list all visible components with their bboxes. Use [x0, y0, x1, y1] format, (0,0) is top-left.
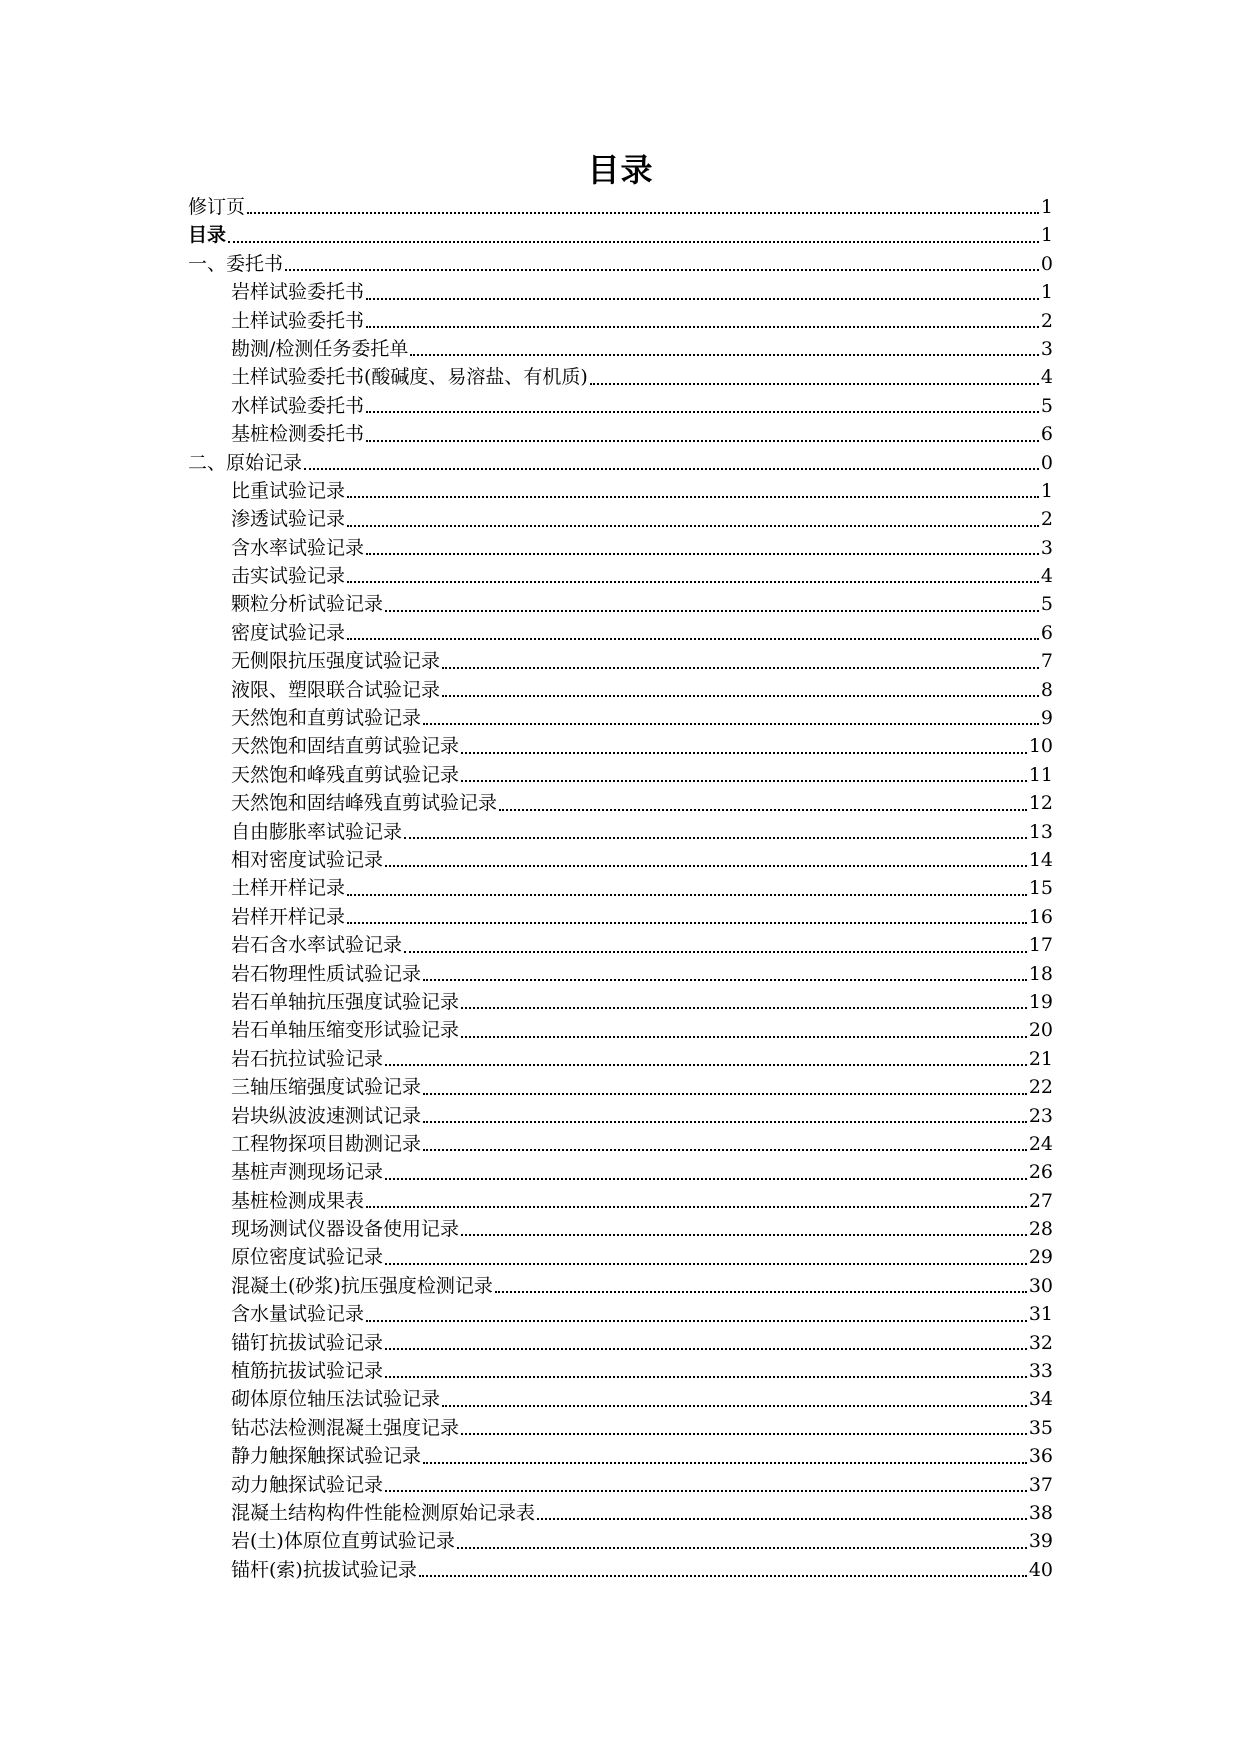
toc-entry[interactable] [188, 363, 1053, 391]
toc-entry-page-number: 21 [1028, 1047, 1053, 1070]
toc-entry[interactable] [188, 903, 1053, 931]
toc-entry-label: 基桩检测委托书 [231, 423, 365, 446]
toc-entry[interactable] [188, 193, 1053, 221]
toc-entry-label: 目录 [188, 224, 227, 247]
toc-entry-label: 岩石含水率试验记录 [231, 934, 403, 957]
toc-entry-label: 钻芯法检测混凝土强度记录 [231, 1416, 460, 1439]
toc-entry-page-number: 39 [1028, 1530, 1053, 1553]
toc-entry-page-number: 7 [1040, 650, 1053, 673]
toc-dot-leader [590, 383, 1039, 385]
toc-entry[interactable] [188, 732, 1053, 760]
toc-entry[interactable] [188, 562, 1053, 590]
toc-dot-leader [347, 922, 1027, 924]
toc-dot-leader [347, 894, 1027, 896]
toc-entry[interactable] [188, 278, 1053, 306]
toc-entry-page-number: 32 [1028, 1331, 1053, 1354]
toc-dot-leader [537, 1518, 1027, 1520]
toc-entry[interactable] [188, 619, 1053, 647]
toc-entry[interactable] [188, 1243, 1053, 1271]
toc-dot-leader [442, 1405, 1027, 1407]
toc-entry[interactable] [188, 1414, 1053, 1442]
toc-entry-page-number: 0 [1040, 252, 1053, 275]
toc-entry-label: 天然饱和固结峰残直剪试验记录 [231, 792, 498, 815]
toc-entry[interactable] [188, 1442, 1053, 1470]
toc-entry-page-number: 27 [1028, 1189, 1053, 1212]
toc-entry[interactable] [188, 818, 1053, 846]
toc-entry-label: 动力触探试验记录 [231, 1473, 384, 1496]
toc-entry[interactable] [188, 505, 1053, 533]
toc-entry-label: 天然饱和固结直剪试验记录 [231, 735, 460, 758]
toc-entry[interactable] [188, 335, 1053, 363]
toc-entry[interactable] [188, 420, 1053, 448]
toc-entry[interactable] [188, 1158, 1053, 1186]
toc-entry-label: 颗粒分析试验记录 [231, 593, 384, 616]
toc-entry-page-number: 4 [1040, 366, 1053, 389]
toc-entry-page-number: 5 [1040, 593, 1053, 616]
toc-entry[interactable] [188, 1272, 1053, 1300]
toc-entry-label: 比重试验记录 [231, 479, 346, 502]
toc-entry-label: 静力触探触探试验记录 [231, 1445, 422, 1468]
toc-entry[interactable] [188, 1102, 1053, 1130]
toc-entry[interactable] [188, 846, 1053, 874]
toc-entry-page-number: 0 [1040, 451, 1053, 474]
toc-dot-leader [423, 1149, 1027, 1151]
toc-entry[interactable] [188, 789, 1053, 817]
toc-entry[interactable] [188, 1499, 1053, 1527]
toc-entry-page-number: 3 [1040, 337, 1053, 360]
toc-dot-leader [247, 212, 1039, 214]
toc-entry-label: 岩(土)体原位直剪试验记录 [231, 1530, 455, 1553]
toc-dot-leader [385, 1490, 1027, 1492]
toc-dot-leader [366, 553, 1039, 555]
toc-entry-label: 三轴压缩强度试验记录 [231, 1076, 422, 1099]
toc-entry[interactable] [188, 1215, 1053, 1243]
toc-dot-leader [423, 1462, 1027, 1464]
toc-entry[interactable] [188, 647, 1053, 675]
toc-entry[interactable] [188, 874, 1053, 902]
toc-dot-leader [461, 1007, 1027, 1009]
toc-entry[interactable] [188, 1471, 1053, 1499]
toc-dot-leader [385, 1348, 1027, 1350]
toc-entry-page-number: 6 [1040, 621, 1053, 644]
toc-dot-leader [385, 1376, 1027, 1378]
toc-dot-leader [366, 298, 1039, 300]
toc-dot-leader [423, 1121, 1027, 1123]
toc-dot-leader [461, 752, 1027, 754]
toc-entry-page-number: 11 [1028, 763, 1053, 786]
toc-dot-leader [423, 723, 1039, 725]
toc-dot-leader [228, 241, 1039, 243]
toc-entry[interactable] [188, 1556, 1053, 1584]
toc-dot-leader [347, 581, 1039, 583]
toc-entry-label: 含水率试验记录 [231, 536, 365, 559]
toc-entry-label: 岩石单轴抗压强度试验记录 [231, 990, 460, 1013]
toc-entry-label: 天然饱和直剪试验记录 [231, 707, 422, 730]
toc-entry-page-number: 29 [1028, 1246, 1053, 1269]
toc-entry-page-number: 15 [1028, 877, 1053, 900]
toc-entry-label: 勘测/检测任务委托单 [231, 337, 409, 360]
toc-entry-page-number: 17 [1028, 934, 1053, 957]
toc-entry-page-number: 3 [1040, 536, 1053, 559]
toc-entry-label: 岩石物理性质试验记录 [231, 962, 422, 985]
toc-dot-leader [461, 1433, 1027, 1435]
toc-entry[interactable] [188, 761, 1053, 789]
toc-entry-label: 二、原始记录 [188, 451, 303, 474]
toc-entry[interactable] [188, 1130, 1053, 1158]
toc-entry-page-number: 37 [1028, 1473, 1053, 1496]
toc-entry-page-number: 5 [1040, 394, 1053, 417]
toc-dot-leader [419, 1575, 1027, 1577]
toc-dot-leader [457, 1547, 1027, 1549]
toc-entry-page-number: 10 [1028, 735, 1053, 758]
toc-entry[interactable] [188, 1329, 1053, 1357]
toc-entry[interactable] [188, 676, 1053, 704]
toc-entry-label: 岩样开样记录 [231, 905, 346, 928]
toc-dot-leader [385, 1064, 1027, 1066]
toc-dot-leader [304, 468, 1039, 470]
toc-entry-label: 工程物探项目勘测记录 [231, 1132, 422, 1155]
toc-dot-leader [347, 638, 1039, 640]
toc-entry-page-number: 12 [1028, 792, 1053, 815]
toc-entry-label: 基桩声测现场记录 [231, 1161, 384, 1184]
toc-entry-page-number: 14 [1028, 848, 1053, 871]
toc-dot-leader [366, 440, 1039, 442]
toc-entry[interactable] [188, 1300, 1053, 1328]
toc-entry-label: 混凝土结构构件性能检测原始记录表 [231, 1501, 536, 1524]
toc-entry[interactable] [188, 307, 1053, 335]
toc-entry-page-number: 20 [1028, 1019, 1053, 1042]
toc-dot-leader [461, 1234, 1027, 1236]
toc-entry-label: 岩石单轴压缩变形试验记录 [231, 1019, 460, 1042]
toc-entry-page-number: 2 [1040, 508, 1053, 531]
toc-entry-label: 无侧限抗压强度试验记录 [231, 650, 441, 673]
toc-entry-label: 基桩检测成果表 [231, 1189, 365, 1212]
toc-entry-page-number: 2 [1040, 309, 1053, 332]
toc-entry[interactable] [188, 221, 1053, 249]
toc-dot-leader [404, 837, 1027, 839]
toc-entry-page-number: 22 [1028, 1076, 1053, 1099]
toc-entry[interactable] [188, 988, 1053, 1016]
toc-entry-page-number: 18 [1028, 962, 1053, 985]
toc-title: 目录 [587, 151, 654, 189]
toc-entry-page-number: 9 [1040, 707, 1053, 730]
toc-entry-label: 岩块纵波波速测试记录 [231, 1104, 422, 1127]
toc-dot-leader [442, 667, 1039, 669]
toc-dot-leader [499, 809, 1027, 811]
toc-entry-page-number: 4 [1040, 565, 1053, 588]
toc-entry[interactable] [188, 477, 1053, 505]
toc-entry-page-number: 24 [1028, 1132, 1053, 1155]
toc-entry-page-number: 35 [1028, 1416, 1053, 1439]
toc-entry[interactable] [188, 704, 1053, 732]
toc-entry-label: 现场测试仪器设备使用记录 [231, 1218, 460, 1241]
toc-entry[interactable] [188, 1357, 1053, 1385]
toc-entry-label: 相对密度试验记录 [231, 848, 384, 871]
table-of-contents [188, 193, 1053, 1584]
toc-dot-leader [366, 411, 1039, 413]
toc-entry[interactable] [188, 1385, 1053, 1413]
toc-entry-page-number: 19 [1028, 990, 1053, 1013]
toc-dot-leader [461, 1036, 1027, 1038]
toc-entry[interactable] [188, 1187, 1053, 1215]
toc-entry[interactable] [188, 931, 1053, 959]
toc-entry-label: 渗透试验记录 [231, 508, 346, 531]
toc-entry-page-number: 31 [1028, 1303, 1053, 1326]
toc-entry[interactable] [188, 534, 1053, 562]
toc-entry[interactable] [188, 250, 1053, 278]
toc-dot-leader [385, 1263, 1027, 1265]
toc-entry-page-number: 16 [1028, 905, 1053, 928]
toc-entry-page-number: 34 [1028, 1388, 1053, 1411]
toc-dot-leader [366, 1206, 1027, 1208]
toc-dot-leader [366, 326, 1039, 328]
toc-entry-label: 岩样试验委托书 [231, 281, 365, 304]
toc-entry-page-number: 1 [1040, 196, 1053, 218]
toc-entry-label: 修订页 [188, 196, 246, 218]
toc-entry-label: 混凝土(砂浆)抗压强度检测记录 [231, 1274, 493, 1297]
toc-dot-leader [442, 695, 1039, 697]
toc-entry-label: 原位密度试验记录 [231, 1246, 384, 1269]
toc-entry-page-number: 13 [1028, 820, 1053, 843]
toc-entry-page-number: 30 [1028, 1274, 1053, 1297]
toc-dot-leader [385, 610, 1039, 612]
toc-dot-leader [423, 979, 1027, 981]
toc-entry-label: 土样试验委托书 [231, 309, 365, 332]
toc-dot-leader [495, 1291, 1027, 1293]
toc-entry-label: 土样开样记录 [231, 877, 346, 900]
toc-dot-leader [410, 354, 1039, 356]
toc-entry-label: 植筋抗拔试验记录 [231, 1360, 384, 1383]
toc-entry-label: 锚钉抗拔试验记录 [231, 1331, 384, 1354]
toc-dot-leader [404, 951, 1027, 953]
toc-entry[interactable] [188, 1073, 1053, 1101]
toc-entry-page-number: 6 [1040, 423, 1053, 446]
toc-dot-leader [423, 1093, 1027, 1095]
toc-entry-label: 砌体原位轴压法试验记录 [231, 1388, 441, 1411]
toc-entry[interactable] [188, 590, 1053, 618]
toc-entry-page-number: 1 [1040, 224, 1053, 247]
toc-entry-page-number: 1 [1040, 479, 1053, 502]
toc-entry-label: 含水量试验记录 [231, 1303, 365, 1326]
toc-dot-leader [461, 780, 1027, 782]
toc-entry[interactable] [188, 449, 1053, 477]
toc-entry-label: 一、委托书 [188, 252, 284, 275]
toc-entry[interactable] [188, 960, 1053, 988]
toc-dot-leader [366, 1320, 1027, 1322]
toc-entry-label: 岩石抗拉试验记录 [231, 1047, 384, 1070]
toc-entry-page-number: 36 [1028, 1445, 1053, 1468]
toc-entry-label: 土样试验委托书(酸碱度、易溶盐、有机质) [231, 366, 588, 389]
toc-entry-page-number: 1 [1040, 281, 1053, 304]
toc-dot-leader [385, 865, 1027, 867]
toc-entry-label: 击实试验记录 [231, 565, 346, 588]
toc-entry-page-number: 8 [1040, 678, 1053, 701]
toc-entry[interactable] [188, 392, 1053, 420]
toc-entry[interactable] [188, 1045, 1053, 1073]
toc-entry-page-number: 26 [1028, 1161, 1053, 1184]
toc-dot-leader [385, 1178, 1027, 1180]
toc-entry[interactable] [188, 1016, 1053, 1044]
toc-entry-label: 锚杆(索)抗拔试验记录 [231, 1558, 417, 1581]
toc-entry-label: 密度试验记录 [231, 621, 346, 644]
toc-entry-page-number: 33 [1028, 1360, 1053, 1383]
toc-entry-label: 自由膨胀率试验记录 [231, 820, 403, 843]
toc-entry-page-number: 23 [1028, 1104, 1053, 1127]
toc-entry-page-number: 40 [1028, 1558, 1053, 1581]
toc-dot-leader [285, 269, 1039, 271]
toc-entry-label: 液限、塑限联合试验记录 [231, 678, 441, 701]
toc-entry[interactable] [188, 1527, 1053, 1555]
toc-entry-page-number: 28 [1028, 1218, 1053, 1241]
toc-entry-label: 天然饱和峰残直剪试验记录 [231, 763, 460, 786]
toc-dot-leader [347, 496, 1039, 498]
toc-dot-leader [347, 525, 1039, 527]
toc-entry-label: 水样试验委托书 [231, 394, 365, 417]
toc-entry-page-number: 38 [1028, 1501, 1053, 1524]
